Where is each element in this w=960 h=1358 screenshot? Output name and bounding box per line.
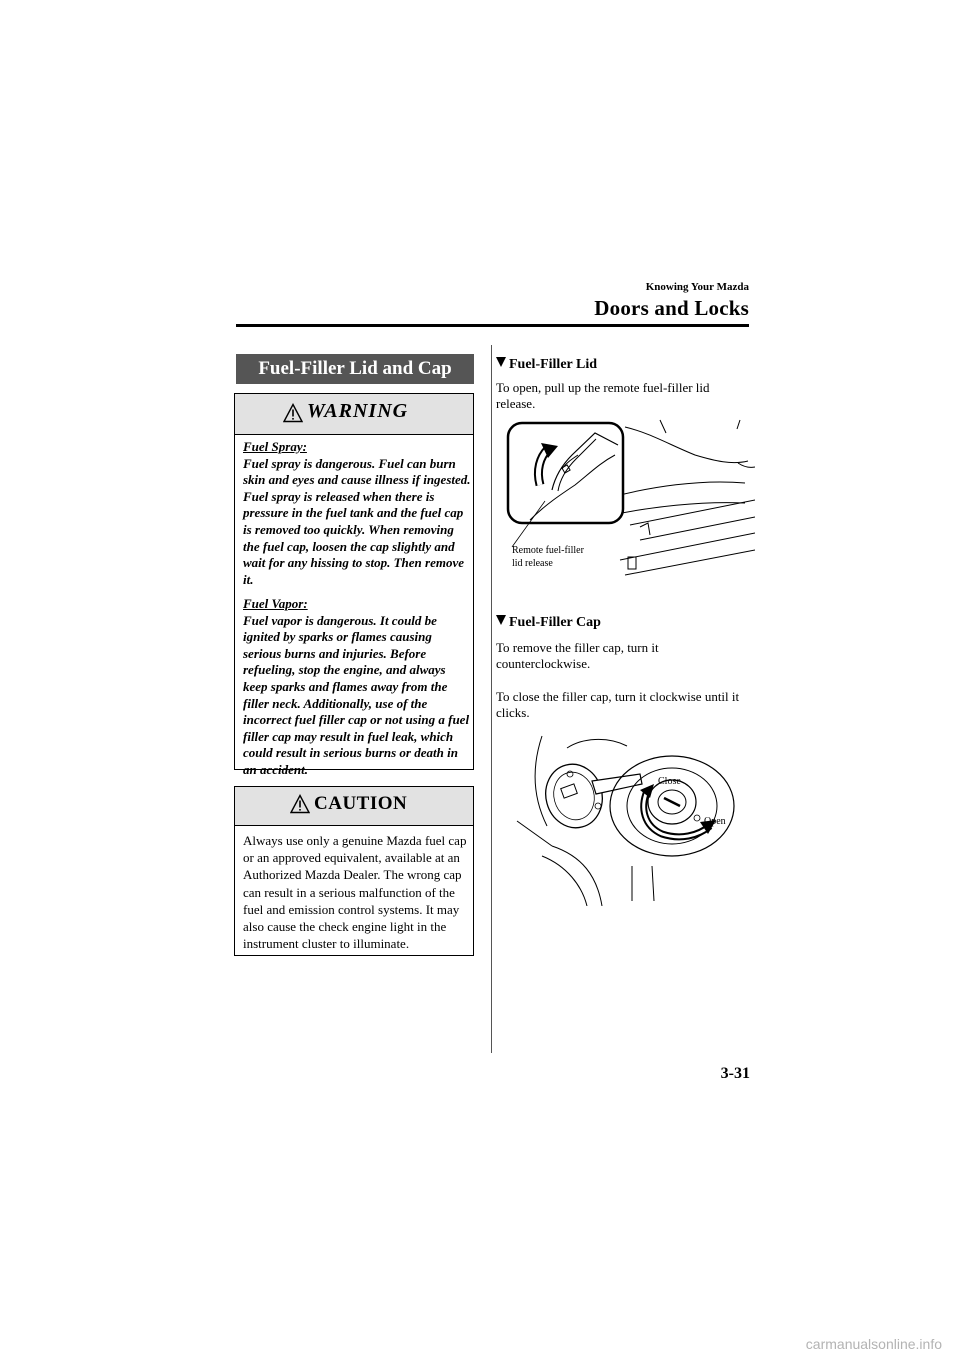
caution-header xyxy=(235,787,473,826)
warning-paragraph-vapor xyxy=(243,596,471,779)
caution-triangle-icon xyxy=(290,794,310,814)
triangle-bullet-icon xyxy=(496,615,506,625)
cap-heading xyxy=(496,615,601,631)
section-header: Doors and Locks xyxy=(594,296,749,320)
warning-title: WARNING xyxy=(307,400,409,422)
warning-text-vapor: Fuel vapor is dangerous. It could be ignited by sparks or flames causing serious burns and injuries. Before refueling, stop the engine, and always keep sparks and flames away from the filler neck. Additionally, use of the incorrect fuel filler cap or not using a fuel filler cap may result in fuel leak, which could result in serious burns or death in an accident. xyxy=(243,612,470,777)
caution-text: Always use only a genuine Mazda fuel cap or an approved equivalent, available at an Authorized Mazda Dealer. The wrong cap can result in a serious malfunction of the fuel and emission control systems. It may also cause the check engine light in the instrument cluster to illuminate. xyxy=(243,833,467,952)
warning-paragraph-spray xyxy=(243,439,471,588)
filler-cap-figure xyxy=(512,726,742,906)
section-title: Fuel-Filler Lid and Cap xyxy=(236,354,474,384)
triangle-bullet-icon xyxy=(496,357,506,367)
close-label: Close xyxy=(658,776,681,787)
watermark: carmanualsonline.info xyxy=(805,1336,942,1352)
column-divider xyxy=(491,345,492,1053)
header-rule xyxy=(236,324,749,327)
warning-header xyxy=(235,394,473,435)
cap-close-instructions: To close the filler cap, turn it clockwise until it clicks. xyxy=(496,689,740,721)
warning-text-spray: Fuel spray is dangerous. Fuel can burn skin and eyes and cause illness if ingested. Fuel spray is released when there is pressure in the fuel tank and the fuel cap is removed too quickly. When removing the fuel cap, loosen the cap slightly and wait for any hissing to stop. Then remove it. xyxy=(243,455,471,587)
warning-subheading-spray: Fuel Spray: xyxy=(243,439,307,454)
lid-heading-text: Fuel-Filler Lid xyxy=(509,357,598,372)
lid-release-label-line2: lid release xyxy=(512,558,553,569)
lid-heading xyxy=(496,357,597,373)
page-number: 3-31 xyxy=(720,1065,750,1082)
warning-subheading-vapor: Fuel Vapor: xyxy=(243,596,308,611)
lid-release-label-line1: Remote fuel-filler xyxy=(512,545,584,556)
cap-heading-text: Fuel-Filler Cap xyxy=(509,615,601,630)
warning-triangle-icon xyxy=(283,403,303,423)
lid-release-figure xyxy=(500,415,755,585)
caution-title: CAUTION xyxy=(314,793,408,814)
caution-box xyxy=(234,786,474,956)
open-label: Open xyxy=(704,816,726,827)
chapter-title: Knowing Your Mazda xyxy=(645,281,749,293)
cap-remove-instructions: To remove the filler cap, turn it counterclockwise. xyxy=(496,640,659,672)
warning-box xyxy=(234,393,474,777)
lid-instructions: To open, pull up the remote fuel-filler lid release. xyxy=(496,380,710,412)
